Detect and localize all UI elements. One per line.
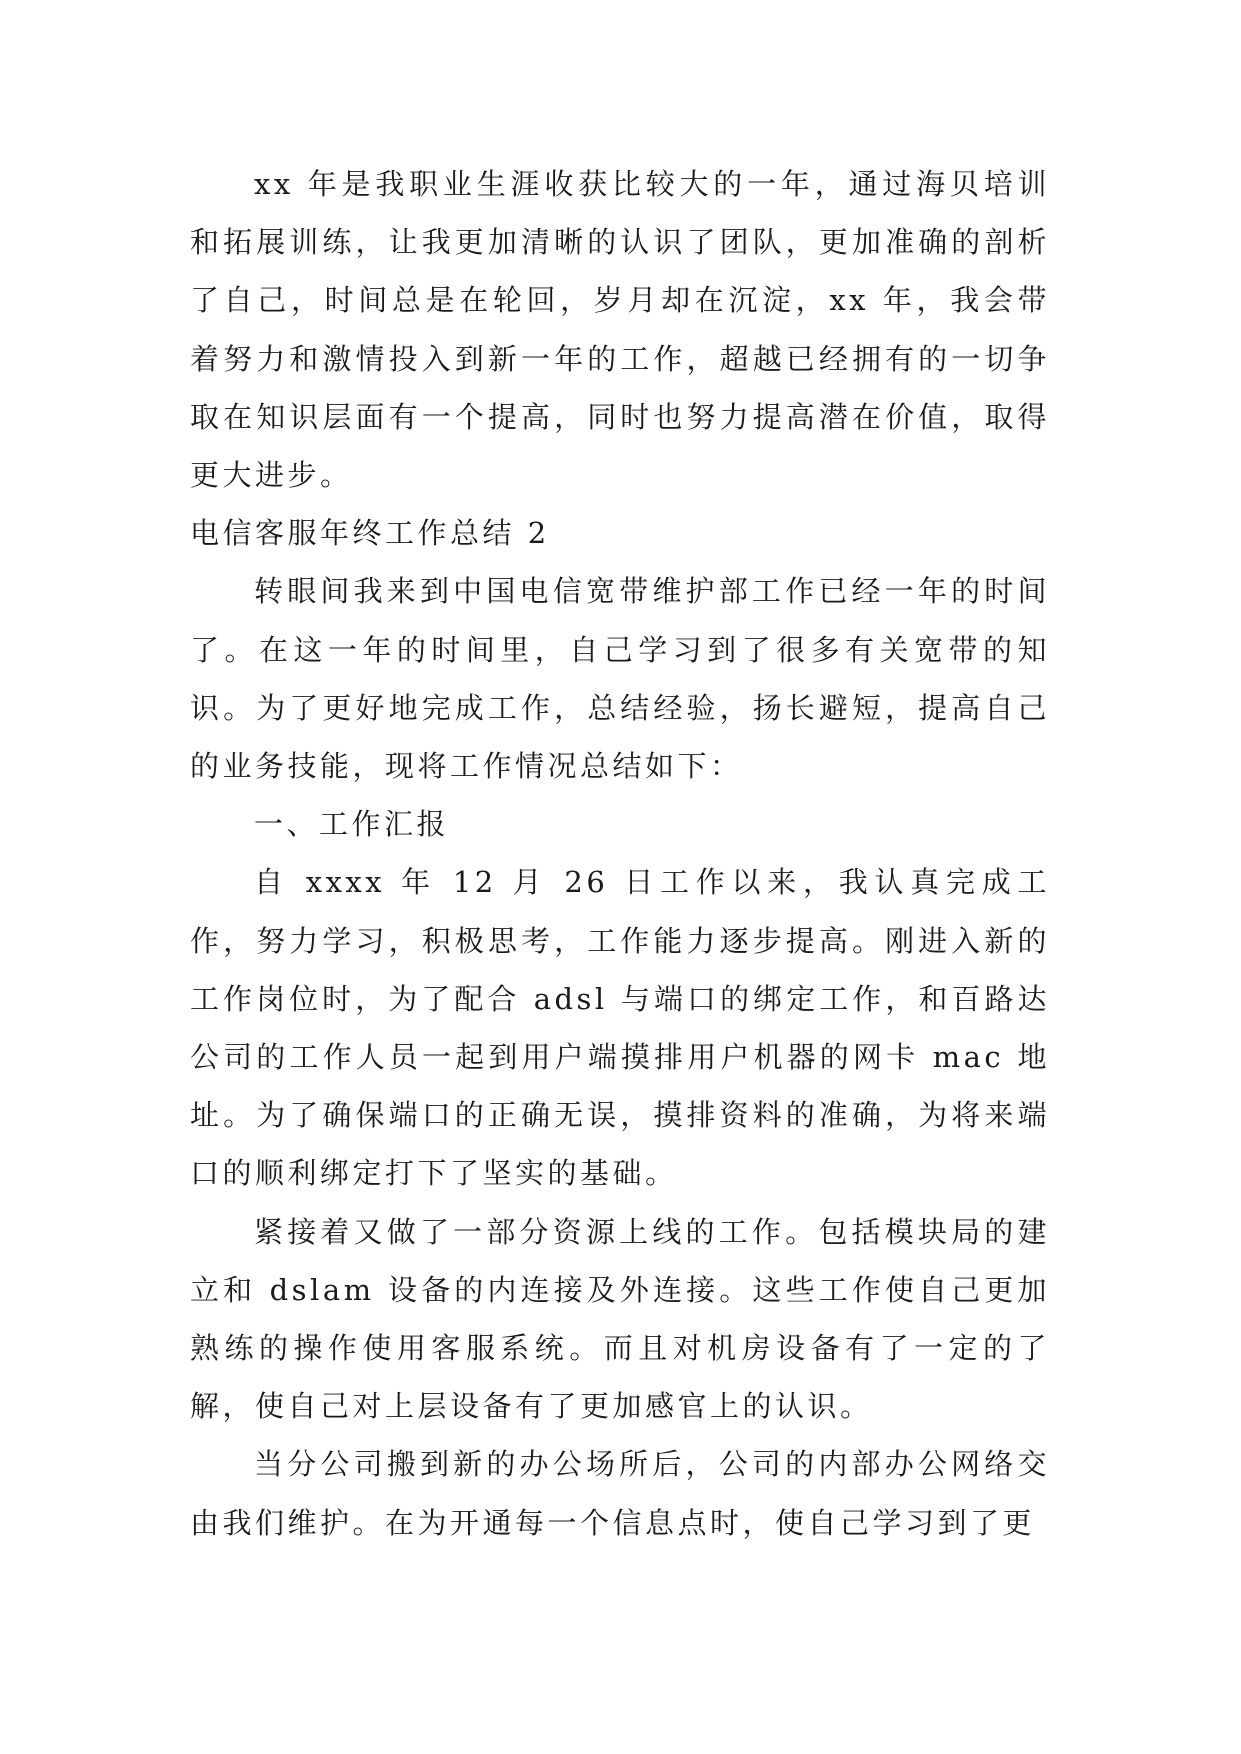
paragraph-work-start: 自 xxxx 年 12 月 26 日工作以来，我认真完成工作，努力学习，积极思考，工作能力逐步提高。刚进入新的工作岗位时，为了配合 adsl 与端口的绑定工作，和百路达公司的工作人员一起到用户端摸排用户机器的网卡 mac 地址。为了确保端口的正确无误，摸排资料的准确，为将来端口的顺利绑定打下了坚实的基础。 [190, 865, 1050, 1191]
document-page [190, 155, 1050, 1552]
paragraph-resource-online: 紧接着又做了一部分资源上线的工作。包括模块局的建立和 dslam 设备的内连接及外连接。这些工作使自己更加熟练的操作使用客服系统。而且对机房设备有了一定的了解，使自己对上层设备有了更加感官上的认识。 [190, 1214, 1050, 1424]
paragraph-career-review: xx 年是我职业生涯收获比较大的一年，通过海贝培训和拓展训练，让我更加清晰的认识了团队，更加准确的剖析了自己，时间总是在轮回，岁月却在沉淀，xx 年，我会带着努力和激情投入到新一年的工作，超越已经拥有的一切争取在知识层面有一个提高，同时也努力提高潜在价值，取得更大进步。 [190, 167, 1050, 493]
paragraph-intro: 转眼间我来到中国电信宽带维护部工作已经一年的时间了。在这一年的时间里，自己学习到了很多有关宽带的知识。为了更好地完成工作，总结经验，扬长避短，提高自己的业务技能，现将工作情况总结如下： [190, 574, 1050, 784]
paragraph-office-network: 当分公司搬到新的办公场所后，公司的内部办公网络交由我们维护。在为开通每一个信息点时，使自己学习到了更 [190, 1447, 1050, 1540]
subsection-title-work-report: 一、工作汇报 [254, 807, 450, 842]
section-title: 电信客服年终工作总结 2 [190, 516, 550, 551]
